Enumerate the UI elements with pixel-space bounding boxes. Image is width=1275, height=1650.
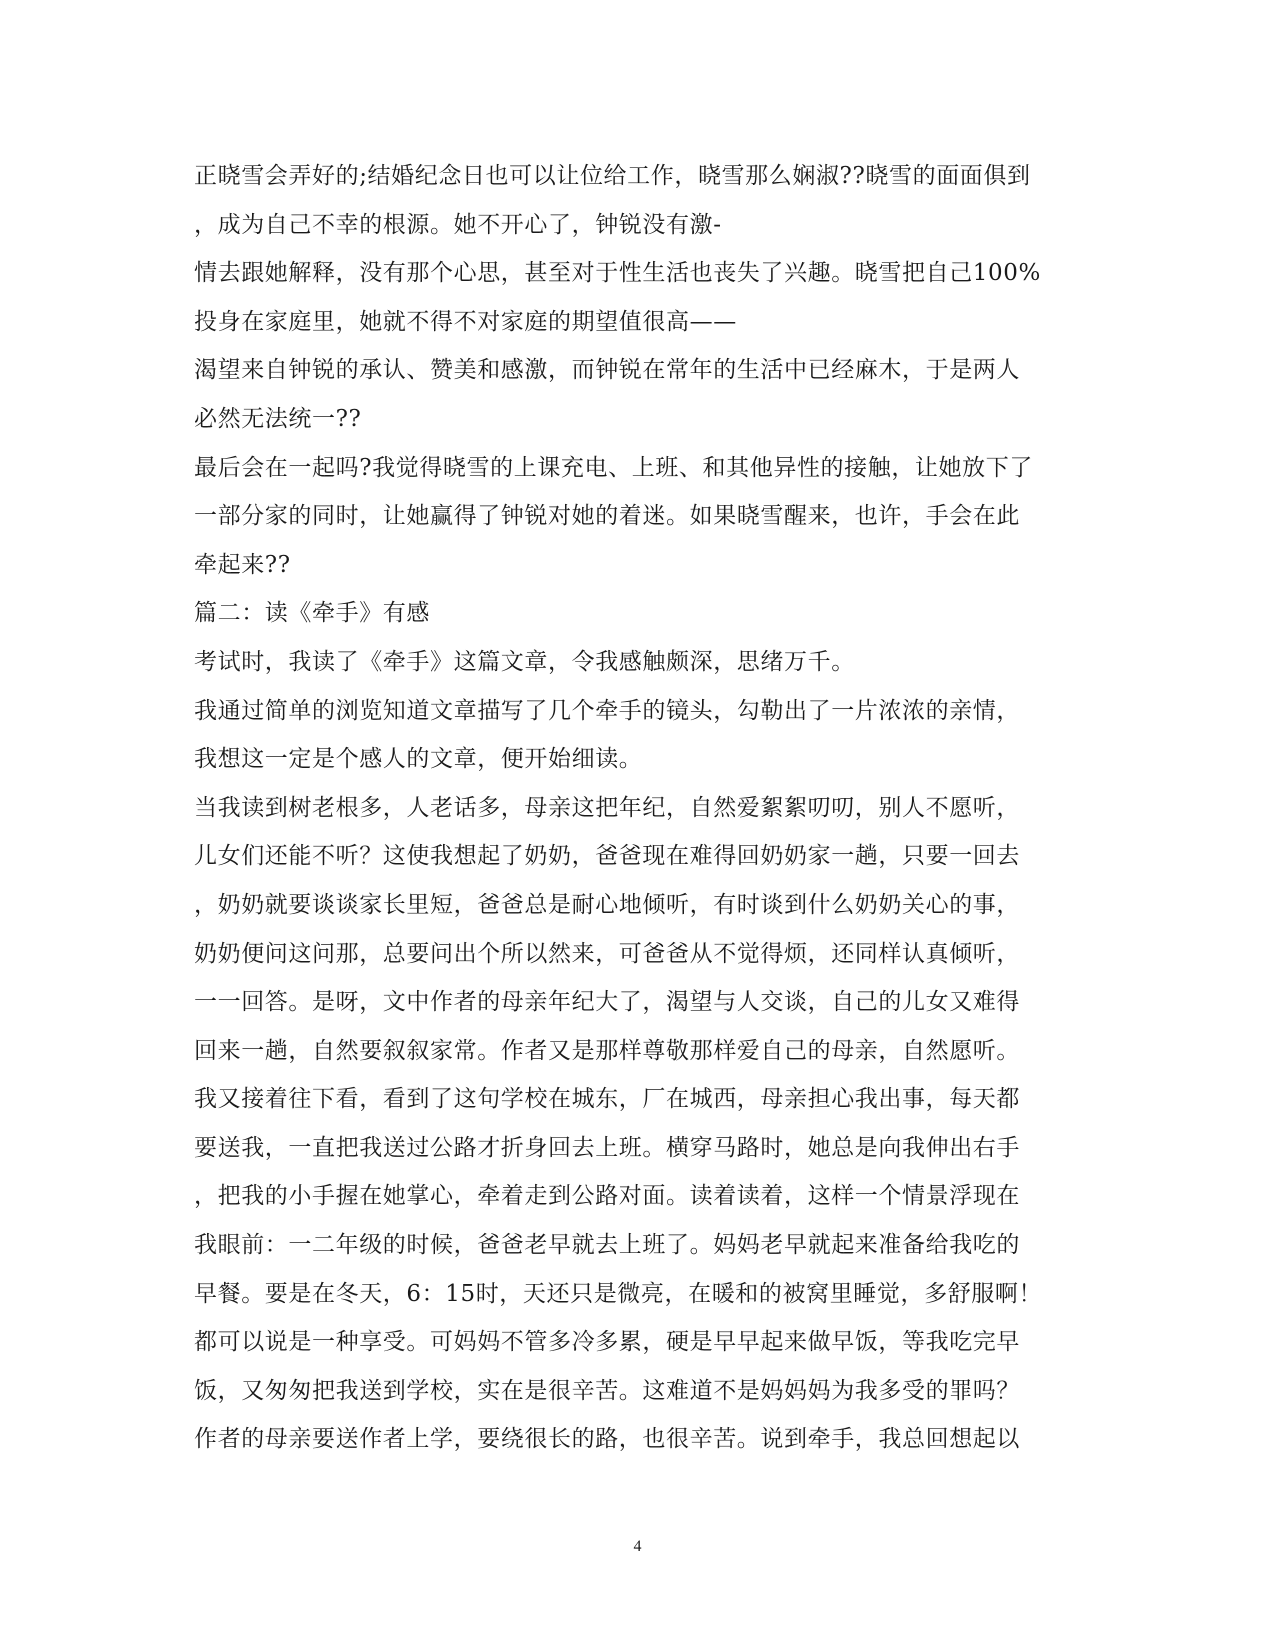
text-line: 我又接着往下看，看到了这句学校在城东，厂在城西，母亲担心我出事，每天都 bbox=[194, 1086, 1020, 1113]
text-line: 饭，又匆匆把我送到学校，实在是很辛苦。这难道不是妈妈妈为我多受的罪吗？ bbox=[194, 1377, 1020, 1404]
text-line: 我通过简单的浏览知道文章描写了几个牵手的镜头，勾勒出了一片浓浓的亲情， bbox=[194, 697, 1020, 724]
text-line: 投身在家庭里，她就不得不对家庭的期望值很高—— bbox=[194, 308, 737, 335]
text-line: ，奶奶就要谈谈家长里短，爸爸总是耐心地倾听，有时谈到什么奶奶关心的事， bbox=[194, 891, 1020, 918]
text-line: 儿女们还能不听？这使我想起了奶奶，爸爸现在难得回奶奶家一趟，只要一回去 bbox=[194, 843, 1020, 870]
text-line: 必然无法统一?? bbox=[194, 405, 362, 432]
text-line: 都可以说是一种享受。可妈妈不管多冷多累，硬是早早起来做早饭，等我吃完早 bbox=[194, 1329, 1020, 1356]
text-line: 要送我，一直把我送过公路才折身回去上班。横穿马路时，她总是向我伸出右手 bbox=[194, 1134, 1020, 1161]
text-line: 最后会在一起吗?我觉得晓雪的上课充电、上班、和其他异性的接触，让她放下了 bbox=[194, 454, 1033, 481]
text-line: 牵起来?? bbox=[194, 551, 291, 578]
page-number: 4 bbox=[633, 1538, 642, 1555]
text-line: 渴望来自钟锐的承认、赞美和感激，而钟锐在常年的生活中已经麻木，于是两人 bbox=[194, 357, 1020, 384]
text-line: 我眼前：一二年级的时候，爸爸老早就去上班了。妈妈老早就起来准备给我吃的 bbox=[194, 1232, 1020, 1259]
text-line: 一部分家的同时，让她赢得了钟锐对她的着迷。如果晓雪醒来，也许，手会在此 bbox=[194, 503, 1020, 530]
text-line: 当我读到树老根多，人老话多，母亲这把年纪，自然爱絮絮叨叨，别人不愿听， bbox=[194, 794, 1020, 821]
section-heading: 篇二：读《牵手》有感 bbox=[194, 600, 430, 627]
text-line: 奶奶便问这问那，总要问出个所以然来，可爸爸从不觉得烦，还同样认真倾听， bbox=[194, 940, 1020, 967]
text-line: 正晓雪会弄好的;结婚纪念日也可以让位给工作，晓雪那么娴淑??晓雪的面面俱到 bbox=[194, 163, 1031, 189]
body-text bbox=[194, 152, 1094, 1464]
text-line: 考试时，我读了《牵手》这篇文章，令我感触颇深，思绪万千。 bbox=[194, 648, 855, 675]
text-line: 我想这一定是个感人的文章，便开始细读。 bbox=[194, 746, 643, 773]
text-line: ，把我的小手握在她掌心，牵着走到公路对面。读着读着，这样一个情景浮现在 bbox=[194, 1183, 1020, 1210]
text-line: 情去跟她解释，没有那个心思，甚至对于性生活也丧失了兴趣。晓雪把自己100% bbox=[194, 260, 1041, 287]
text-line: 早餐。要是在冬天，6：15时，天还只是微亮，在暖和的被窝里睡觉，多舒服啊！ bbox=[194, 1280, 1043, 1307]
text-line: 一一回答。是呀，文中作者的母亲年纪大了，渴望与人交谈，自己的儿女又难得 bbox=[194, 989, 1020, 1016]
text-line: 作者的母亲要送作者上学，要绕很长的路，也很辛苦。说到牵手，我总回想起以 bbox=[194, 1426, 1020, 1453]
text-line: 回来一趟，自然要叙叙家常。作者又是那样尊敬那样爱自己的母亲，自然愿听。 bbox=[194, 1037, 1020, 1064]
text-line: ，成为自己不幸的根源。她不开心了，钟锐没有激- bbox=[194, 211, 722, 238]
